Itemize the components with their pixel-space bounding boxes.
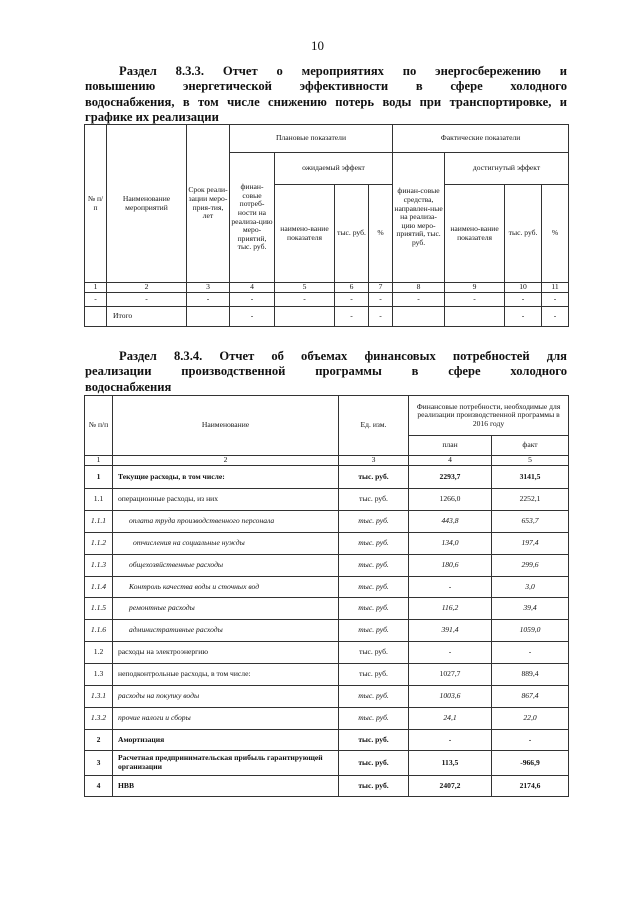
row-fact-value: 299,6	[492, 555, 569, 577]
row-unit: тыс. руб.	[339, 776, 409, 797]
row-plan-value: 443,8	[409, 511, 492, 533]
cell: 6	[335, 283, 369, 293]
cell: 10	[505, 283, 542, 293]
row-number: 1.1.5	[85, 598, 113, 620]
row-unit: тыс. руб.	[339, 598, 409, 620]
row-name: отчисления на социальные нужды	[113, 533, 339, 555]
col-header-expected: ожидаемый эффект	[275, 153, 393, 185]
row-unit: тыс. руб.	[339, 730, 409, 751]
row-name: операционные расходы, из них	[113, 489, 339, 511]
cell: -	[335, 306, 369, 326]
col-header-trub: тыс. руб.	[505, 185, 542, 283]
row-number: 1.3.1	[85, 686, 113, 708]
cell	[187, 306, 230, 326]
page-number: 10	[311, 38, 324, 53]
table-row	[85, 598, 569, 620]
row-fact-value: -	[492, 730, 569, 751]
row-name: административные расходы	[113, 620, 339, 642]
col-header-term: Срок реали-зации меро-прия-тия, лет	[187, 125, 230, 283]
row-number: 1.3.2	[85, 708, 113, 730]
cell: 9	[445, 283, 505, 293]
col-header-achieved: достигнутый эффект	[445, 153, 569, 185]
row-plan-value: 2407,2	[409, 776, 492, 797]
row-plan-value: 134,0	[409, 533, 492, 555]
table-row	[85, 686, 569, 708]
row-name: Амортизация	[113, 730, 339, 751]
col-header-pct: %	[542, 185, 569, 283]
row-fact-value: 39,4	[492, 598, 569, 620]
row-number: 4	[85, 776, 113, 797]
row-plan-value: 2293,7	[409, 466, 492, 489]
col-header-fact: Фактические показатели	[393, 125, 569, 153]
cell: -	[230, 292, 275, 306]
heading-line: Раздел 8.3.3. Отчет о мероприятиях по энергосбережению и	[119, 64, 567, 78]
cell: 8	[393, 283, 445, 293]
total-label: Итого	[107, 306, 187, 326]
row-name: прочие налоги и сборы	[113, 708, 339, 730]
row-fact-value: -	[492, 642, 569, 664]
row-unit: тыс. руб.	[339, 751, 409, 776]
cell: -	[335, 292, 369, 306]
row-name: Текущие расходы, в том числе:	[113, 466, 339, 489]
row-name: Расчетная предпринимательская прибыль гарантирующей организации	[113, 751, 339, 776]
row-number: 2	[85, 730, 113, 751]
row-fact-value: 22,0	[492, 708, 569, 730]
column-number-row	[85, 283, 569, 293]
row-plan-value: -	[409, 642, 492, 664]
table-row	[85, 489, 569, 511]
table-row	[85, 708, 569, 730]
table-row	[85, 555, 569, 577]
cell: -	[505, 292, 542, 306]
cell: 4	[230, 283, 275, 293]
row-unit: тыс. руб.	[339, 555, 409, 577]
col-header-trub: тыс. руб.	[335, 185, 369, 283]
cell: -	[445, 292, 505, 306]
col-header-plan: план	[409, 436, 492, 456]
total-row	[85, 306, 569, 326]
cell	[85, 306, 107, 326]
table-row	[85, 642, 569, 664]
row-fact-value: 653,7	[492, 511, 569, 533]
row-plan-value: 180,6	[409, 555, 492, 577]
row-fact-value: 2252,1	[492, 489, 569, 511]
table-row	[85, 730, 569, 751]
col-header-fin-needs: Финансовые потребности, необходимые для реализации производственной программы в 2016 году	[409, 396, 569, 436]
row-fact-value: 2174,6	[492, 776, 569, 797]
row-number: 1.1.3	[85, 555, 113, 577]
row-fact-value: 3,0	[492, 577, 569, 598]
row-name: ремонтные расходы	[113, 598, 339, 620]
col-header-num: № п/п	[85, 396, 113, 456]
row-unit: тыс. руб.	[339, 620, 409, 642]
row-number: 1	[85, 466, 113, 489]
heading-line: реализации производственной программы в сфере холодного	[85, 364, 567, 379]
row-name: НВВ	[113, 776, 339, 797]
row-number: 1.1.6	[85, 620, 113, 642]
row-plan-value: 116,2	[409, 598, 492, 620]
table-row	[85, 511, 569, 533]
table-row	[85, 776, 569, 797]
row-unit: тыс. руб.	[339, 489, 409, 511]
col-header-plan-fin: финан-совые потреб-ности на реализа-цию меро-приятий, тыс. руб.	[230, 153, 275, 283]
table-row	[85, 292, 569, 306]
table-row	[85, 577, 569, 598]
col-header-pct: %	[369, 185, 393, 283]
row-number: 1.2	[85, 642, 113, 664]
cell	[275, 306, 335, 326]
row-name: Контроль качества воды и сточных вод	[113, 577, 339, 598]
table-row	[85, 533, 569, 555]
col-header-fact: факт	[492, 436, 569, 456]
row-unit: тыс. руб.	[339, 708, 409, 730]
row-fact-value: 1059,0	[492, 620, 569, 642]
cell: -	[275, 292, 335, 306]
row-plan-value: -	[409, 577, 492, 598]
col-header-plan: Плановые показатели	[230, 125, 393, 153]
row-unit: тыс. руб.	[339, 686, 409, 708]
row-fact-value: 889,4	[492, 664, 569, 686]
cell: 4	[409, 456, 492, 466]
cell: 5	[275, 283, 335, 293]
section-8-3-4-heading	[85, 349, 567, 395]
row-unit: тыс. руб.	[339, 642, 409, 664]
col-header-name: Наименование	[113, 396, 339, 456]
row-unit: тыс. руб.	[339, 577, 409, 598]
cell: -	[369, 306, 393, 326]
row-number: 1.1.2	[85, 533, 113, 555]
cell	[445, 306, 505, 326]
cell: 2	[113, 456, 339, 466]
table-row	[85, 751, 569, 776]
cell: -	[505, 306, 542, 326]
row-unit: тыс. руб.	[339, 466, 409, 489]
row-plan-value: -	[409, 730, 492, 751]
heading-line: графике их реализации	[85, 110, 219, 125]
measures-report-table	[84, 124, 569, 327]
row-unit: тыс. руб.	[339, 511, 409, 533]
row-plan-value: 24,1	[409, 708, 492, 730]
row-plan-value: 1003,6	[409, 686, 492, 708]
cell: -	[393, 292, 445, 306]
cell: -	[542, 292, 569, 306]
table-row	[85, 620, 569, 642]
table-row	[85, 466, 569, 489]
row-name: расходы на электроэнергию	[113, 642, 339, 664]
row-number: 1.1.4	[85, 577, 113, 598]
financial-needs-table	[84, 395, 569, 797]
row-plan-value: 1027,7	[409, 664, 492, 686]
row-plan-value: 391,4	[409, 620, 492, 642]
row-unit: тыс. руб.	[339, 664, 409, 686]
cell: -	[369, 292, 393, 306]
row-name: неподконтрольные расходы, в том числе:	[113, 664, 339, 686]
cell	[393, 306, 445, 326]
col-header-indicator: наимено-вание показателя	[275, 185, 335, 283]
heading-line: водоснабжения	[85, 379, 172, 394]
section-8-3-3-heading	[85, 64, 567, 126]
row-plan-value: 113,5	[409, 751, 492, 776]
row-name: общехозяйственные расходы	[113, 555, 339, 577]
heading-line: водоснабжения, в том числе снижению потерь воды при транспортировке, и	[85, 94, 567, 109]
heading-line: повышению энергетической эффективности в сфере холодного	[85, 79, 567, 94]
row-fact-value: -966,9	[492, 751, 569, 776]
cell: 3	[339, 456, 409, 466]
cell: -	[230, 306, 275, 326]
row-number: 1.3	[85, 664, 113, 686]
row-plan-value: 1266,0	[409, 489, 492, 511]
heading-line: Раздел 8.3.4. Отчет об объемах финансовых потребностей для	[119, 349, 567, 363]
col-header-num: № п/п	[85, 125, 107, 283]
cell: 7	[369, 283, 393, 293]
col-header-fact-fin: финан-совые средства, направлен-ные на реализа-цию меро-приятий, тыс. руб.	[393, 153, 445, 283]
row-number: 1.1	[85, 489, 113, 511]
col-header-unit: Ед. изм.	[339, 396, 409, 456]
cell: -	[187, 292, 230, 306]
row-fact-value: 197,4	[492, 533, 569, 555]
cell: 1	[85, 283, 107, 293]
col-header-name: Наименование мероприятий	[107, 125, 187, 283]
cell: -	[542, 306, 569, 326]
row-number: 3	[85, 751, 113, 776]
cell: -	[107, 292, 187, 306]
row-unit: тыс. руб.	[339, 533, 409, 555]
row-name: оплата труда производственного персонала	[113, 511, 339, 533]
table-row	[85, 664, 569, 686]
cell: 1	[85, 456, 113, 466]
cell: 5	[492, 456, 569, 466]
row-fact-value: 867,4	[492, 686, 569, 708]
cell: 3	[187, 283, 230, 293]
cell: 2	[107, 283, 187, 293]
col-header-indicator: наимено-вание показателя	[445, 185, 505, 283]
cell: 11	[542, 283, 569, 293]
row-name: расходы на покупку воды	[113, 686, 339, 708]
column-number-row	[85, 456, 569, 466]
row-fact-value: 3141,5	[492, 466, 569, 489]
row-number: 1.1.1	[85, 511, 113, 533]
cell: -	[85, 292, 107, 306]
